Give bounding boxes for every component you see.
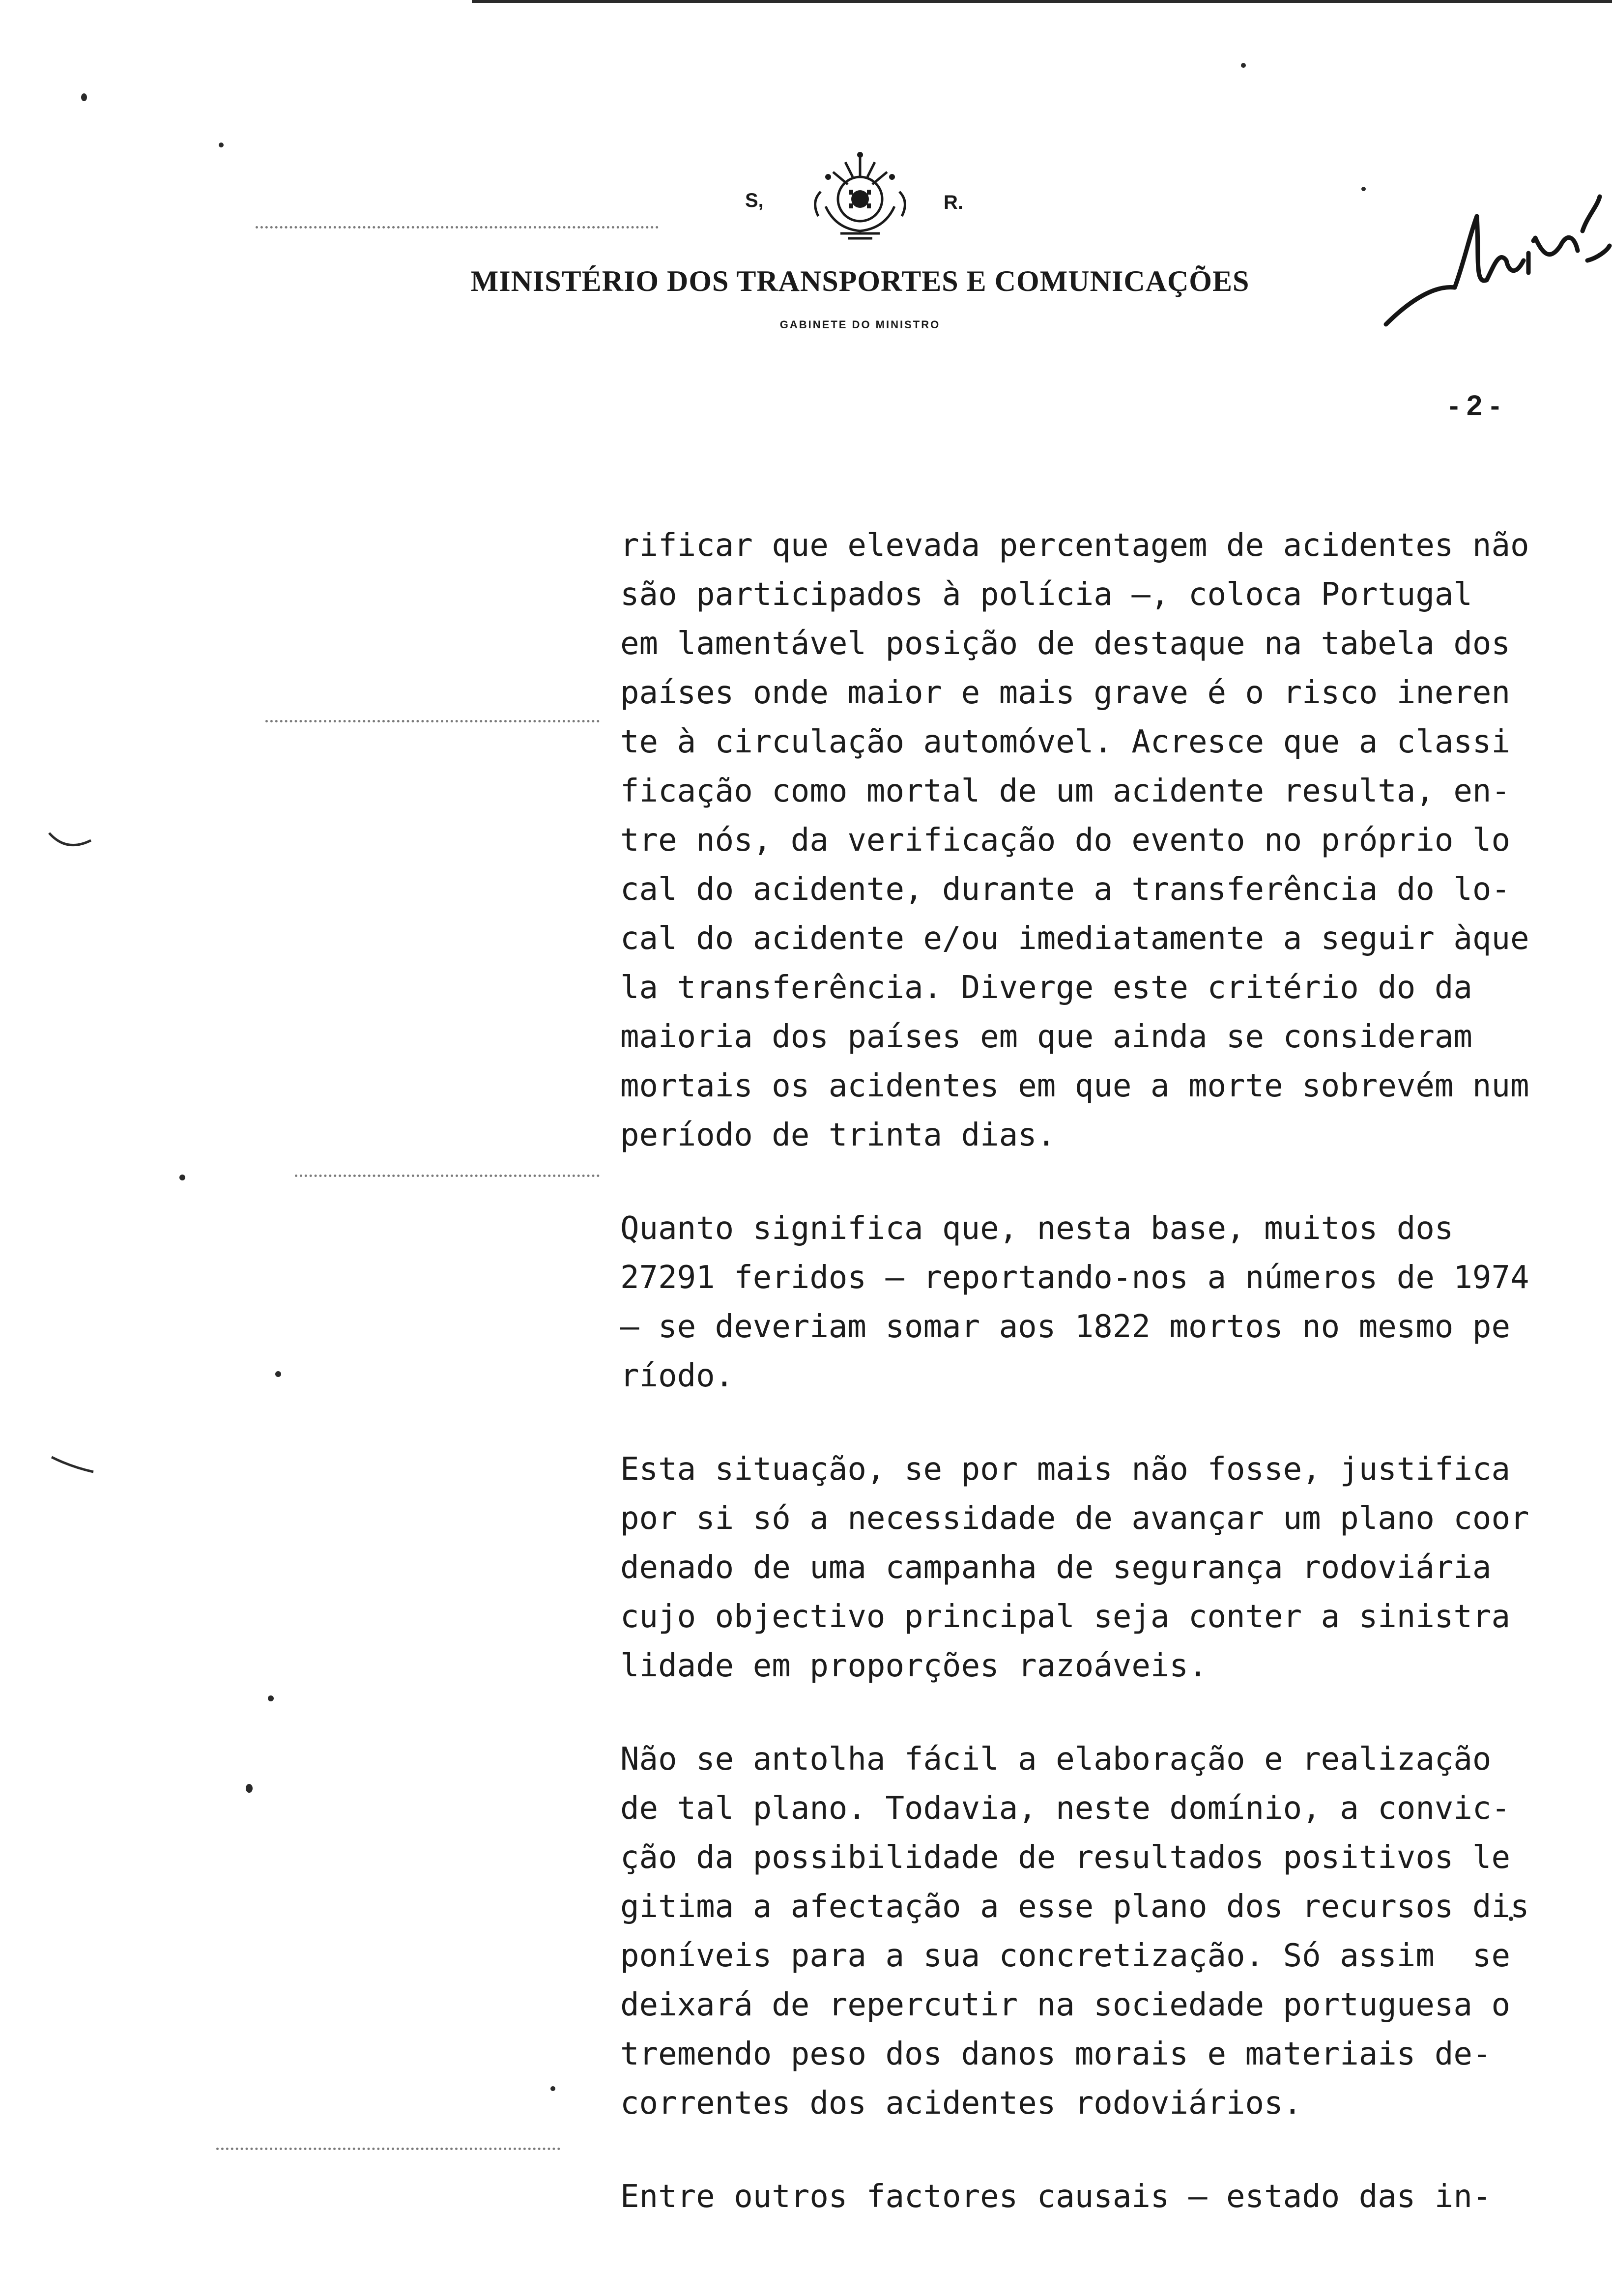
text-line: ção da possibilidade de resultados positivos le	[620, 1839, 1510, 1876]
top-rule	[472, 0, 1612, 3]
text-line: são participados à polícia —, coloca Portugal	[620, 576, 1472, 613]
text-line: tremendo peso dos danos morais e materiais de-	[620, 2036, 1492, 2072]
text-line: Quanto significa que, nesta base, muitos dos	[620, 1210, 1454, 1247]
scan-speck	[1241, 63, 1246, 68]
coat-of-arms	[727, 147, 973, 246]
paragraph	[620, 2172, 1603, 2221]
text-line: de tal plano. Todavia, neste domínio, a convic-	[620, 1790, 1510, 1827]
ministry-office: GABINETE DO MINISTRO	[779, 318, 941, 331]
scan-speck	[1361, 187, 1366, 191]
page-number: - 2 -	[1449, 390, 1500, 422]
document-body	[620, 521, 1603, 2221]
text-line: la transferência. Diverge este critério do da	[620, 970, 1472, 1006]
ministry-title: MINISTÉRIO DOS TRANSPORTES E COMUNICAÇÕES	[470, 265, 1250, 297]
margin-mark-lower	[49, 1455, 98, 1479]
text-line: por si só a necessidade de avançar um plano coor	[620, 1500, 1529, 1537]
text-line: em lamentável posição de destaque na tabela dos	[620, 626, 1510, 662]
text-line: lidade em proporções razoáveis.	[620, 1648, 1208, 1684]
text-line: tre nós, da verificação do evento no próprio lo	[620, 822, 1510, 859]
text-line: cal do acidente e/ou imediatamente a seguir àque	[620, 920, 1529, 957]
bleed-through-mark	[216, 2148, 560, 2152]
coat-of-arms-icon	[791, 147, 929, 246]
text-line: cujo objectivo principal seja conter a sinistra	[620, 1599, 1510, 1635]
emblem-left-letter: S,	[745, 190, 764, 211]
text-line: deixará de repercutir na sociedade portuguesa o	[620, 1987, 1510, 2023]
text-line: rificar que elevada percentagem de acidentes não	[620, 527, 1529, 564]
text-line: te à circulação automóvel. Acresce que a classi	[620, 724, 1510, 760]
scan-speck	[550, 2086, 555, 2091]
emblem-right-letter: R.	[944, 192, 963, 213]
text-line: período de trinta dias.	[620, 1117, 1056, 1153]
text-line: cal do acidente, durante a transferência do lo-	[620, 871, 1510, 908]
paragraph	[620, 1735, 1603, 2128]
paragraph	[620, 1204, 1603, 1401]
paragraph	[620, 1445, 1603, 1691]
text-line: poníveis para a sua concretização. Só assim se	[620, 1938, 1510, 1974]
scan-speck	[81, 93, 87, 101]
bleed-through-mark	[265, 720, 600, 724]
scan-speck	[219, 143, 224, 147]
scan-speck	[275, 1371, 281, 1377]
bleed-through-mark	[256, 226, 659, 230]
text-line: mortais os acidentes em que a morte sobrevém num	[620, 1068, 1529, 1104]
text-line: países onde maior e mais grave é o risco ineren	[620, 675, 1510, 711]
text-line: ficação como mortal de um acidente resulta, en-	[620, 773, 1510, 809]
paragraph	[620, 521, 1603, 1160]
scan-speck	[268, 1695, 274, 1701]
text-line: 27291 feridos — reportando-nos a números de 1974	[620, 1260, 1529, 1296]
text-line: — se deveriam somar aos 1822 mortos no mesmo pe	[620, 1309, 1510, 1345]
scan-speck	[179, 1175, 185, 1180]
text-line: maioria dos países em que ainda se consideram	[620, 1019, 1472, 1055]
text-line: gitima a afectação a esse plano dos recursos dis	[620, 1889, 1529, 1925]
handwritten-signature	[1381, 187, 1612, 334]
text-line: denado de uma campanha de segurança rodoviária	[620, 1550, 1492, 1586]
text-line: correntes dos acidentes rodoviários.	[620, 2085, 1302, 2122]
text-line: ríodo.	[620, 1358, 734, 1394]
text-line: Entre outros factores causais — estado das in-	[620, 2179, 1492, 2215]
text-line: Não se antolha fácil a elaboração e realização	[620, 1741, 1492, 1778]
bleed-through-mark	[295, 1175, 600, 1179]
margin-mark-upper	[47, 831, 96, 855]
scan-speck	[246, 1784, 253, 1793]
text-line: Esta situação, se por mais não fosse, justifica	[620, 1451, 1510, 1488]
